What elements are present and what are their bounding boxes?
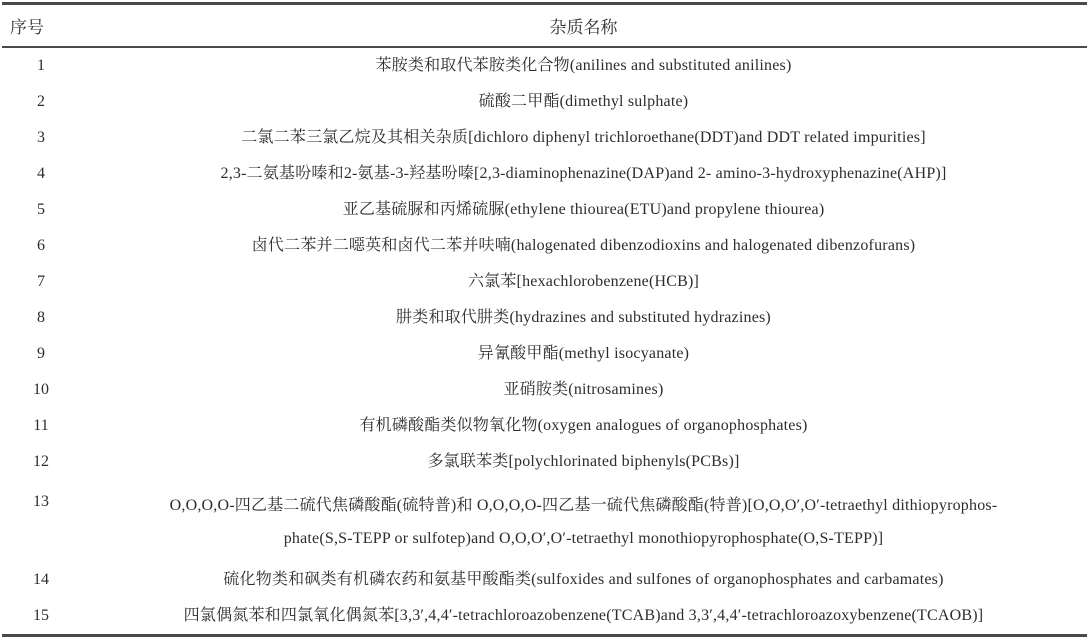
impurity-name: 四氯偶氮苯和四氯氧化偶氮苯[3,3′,4,4′-tetrachloroazobenzene(TCAB)and 3,3′,4,4′-tetrachloroazoxybenzene(TCAOB)] xyxy=(183,607,984,624)
row-number: 15 xyxy=(33,607,49,624)
impurity-name: 硫酸二甲酯(dimethyl sulphate) xyxy=(478,93,689,110)
header-impurity-name: 杂质名称 xyxy=(80,4,1087,48)
row-number: 7 xyxy=(37,273,45,290)
row-number: 3 xyxy=(37,129,45,146)
impurity-name: 亚乙基硫脲和丙烯硫脲(ethylene thiourea(ETU)and propylene thiourea) xyxy=(342,201,825,218)
impurity-name: 有机磷酸酯类似物氧化物(oxygen analogues of organophosphates) xyxy=(359,417,808,434)
impurity-name: 苯胺类和取代苯胺类化合物(anilines and substituted anilines) xyxy=(375,57,792,74)
impurity-name: 卤代二苯并二噁英和卤代二苯并呋喃(halogenated dibenzodioxins and halogenated dibenzofurans) xyxy=(251,237,916,254)
table-row xyxy=(2,372,1087,408)
row-number: 14 xyxy=(33,571,49,588)
impurity-name-line-1: O,O,O,O-四乙基二硫代焦磷酸酯(硫特普)和 O,O,O,O-四乙基一硫代焦磷酸酯(特普)[O,O,O′,O′-tetraethyl dithiopyrophos- xyxy=(169,496,998,514)
table-row xyxy=(2,192,1087,228)
table-row xyxy=(2,156,1087,192)
table-row xyxy=(2,480,1087,562)
impurity-name: 硫化物类和砜类有机磷农药和氨基甲酸酯类(sulfoxides and sulfones of organophosphates and carbamates) xyxy=(223,571,944,588)
impurity-name: 异氰酸甲酯(methyl isocyanate) xyxy=(477,345,690,362)
table-row xyxy=(2,120,1087,156)
impurity-table-container xyxy=(2,2,1087,637)
impurity-name: 多氯联苯类[polychlorinated biphenyls(PCBs)] xyxy=(427,453,740,470)
table-row xyxy=(2,84,1087,120)
table-row xyxy=(2,408,1087,444)
row-number: 12 xyxy=(33,453,49,470)
table-row xyxy=(2,444,1087,480)
table-row xyxy=(2,47,1087,84)
table-row xyxy=(2,562,1087,598)
header-row xyxy=(2,4,1087,48)
row-number: 13 xyxy=(33,493,49,510)
row-number: 9 xyxy=(37,345,45,362)
table-row xyxy=(2,300,1087,336)
row-number: 11 xyxy=(33,417,49,434)
header-serial-number: 序号 xyxy=(2,4,80,48)
impurity-name xyxy=(80,480,1087,562)
table-row xyxy=(2,336,1087,372)
table-row xyxy=(2,264,1087,300)
impurity-name: 2,3-二氨基吩嗪和2-氨基-3-羟基吩嗪[2,3-diaminophenazine(DAP)and 2- amino-3-hydroxyphenazine(AHP)] xyxy=(220,165,947,182)
table-body xyxy=(2,47,1087,636)
impurity-table xyxy=(2,2,1087,637)
impurity-name: 二氯二苯三氯乙烷及其相关杂质[dichloro diphenyl trichloroethane(DDT)and DDT related impurities] xyxy=(241,129,926,146)
row-number: 1 xyxy=(37,57,45,74)
table-row xyxy=(2,228,1087,264)
row-number: 5 xyxy=(37,201,45,218)
impurity-name-line-2: phate(S,S-TEPP or sulfotep)and O,O,O′,O′-tetraethyl monothiopyrophosphate(O,S-TEPP)] xyxy=(283,529,884,547)
row-number: 2 xyxy=(37,93,45,110)
impurity-name: 六氯苯[hexachlorobenzene(HCB)] xyxy=(467,273,700,290)
row-number: 8 xyxy=(37,309,45,326)
row-number: 6 xyxy=(37,237,45,254)
impurity-name: 亚硝胺类(nitrosamines) xyxy=(503,381,664,398)
impurity-name: 肼类和取代肼类(hydrazines and substituted hydrazines) xyxy=(396,309,771,326)
table-header xyxy=(2,4,1087,48)
row-number: 4 xyxy=(37,165,45,182)
row-number: 10 xyxy=(33,381,49,398)
